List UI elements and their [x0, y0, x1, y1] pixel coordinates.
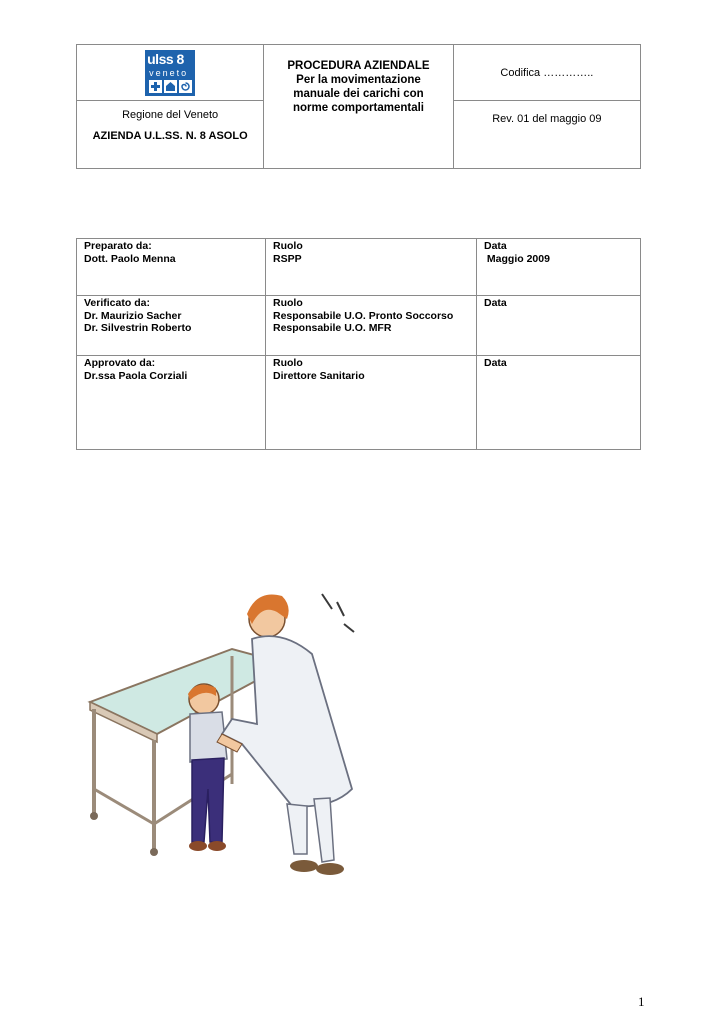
signature-table [76, 238, 641, 450]
codifica: Codifica ………….. [453, 45, 640, 101]
logo-text-main: ulss 8 [147, 50, 184, 67]
logo-text-sub: veneto [149, 67, 189, 78]
verified-by-cell: Verificato da: Dr. Maurizio Sacher Dr. Silvestrin Roberto [77, 296, 266, 356]
role-cell: Ruolo Direttore Sanitario [266, 356, 477, 450]
nurse-lifting-child-illustration [82, 584, 372, 887]
logo-icons [149, 80, 192, 93]
prepared-by-cell: Preparato da: Dott. Paolo Menna [77, 239, 266, 296]
azienda-info [77, 101, 264, 169]
logo-cell [77, 45, 264, 101]
role-cell: Ruolo Responsabile U.O. Pronto Soccorso Responsabile U.O. MFR [266, 296, 477, 356]
approved-by-cell: Approvato da: Dr.ssa Paola Corziali [77, 356, 266, 450]
page-number: 1 [638, 994, 645, 1009]
ulss-logo [145, 50, 195, 96]
role-cell: Ruolo RSPP [266, 239, 477, 296]
region-label: Regione del Veneto [122, 109, 219, 121]
date-cell: Data [477, 356, 641, 450]
table-row [77, 356, 641, 450]
revision: Rev. 01 del maggio 09 [453, 101, 640, 169]
date-cell: Data Maggio 2009 [477, 239, 641, 296]
header-table [76, 44, 641, 169]
table-row [77, 239, 641, 296]
procedure-title: PROCEDURA AZIENDALE Per la movimentazione manuale dei carichi con norme comportamentali [264, 45, 453, 169]
table-row [77, 296, 641, 356]
azienda-label: AZIENDA U.L.SS. N. 8 ASOLO [92, 130, 248, 142]
date-cell: Data [477, 296, 641, 356]
